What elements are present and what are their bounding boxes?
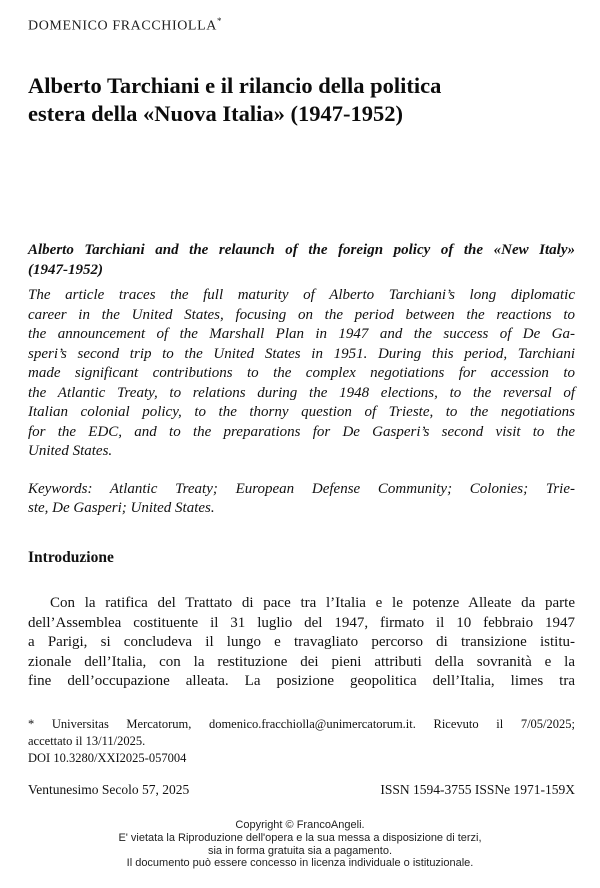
article-title-line: estera della «Nuova Italia» (1947-1952) [28,101,403,126]
abstract-body-line: for the EDC, and to the preparations for De Gasperi’s second visit to the [28,423,575,440]
abstract-body-line: the Atlantic Treaty, to relations during the 1948 elections, to the reversal of [28,384,575,401]
abstract-section [28,241,575,519]
abstract-body-line: United States. [28,443,113,459]
abstract-body-line: The article traces the full maturity of Alberto Tarchiani’s long diplomatic [28,287,575,303]
abstract-body [28,286,575,462]
keywords-line: Keywords: Atlantic Treaty; European Defense Community; Colonies; Trie- [28,480,575,497]
journal-issue-label: Ventunesimo Secolo 57, 2025 [28,782,190,797]
abstract-body-line: career in the United States, focusing on the period between the reactions to [28,306,575,323]
body-paragraph [28,594,575,692]
footnote-affiliation [28,716,575,750]
author-line [28,12,575,36]
body-paragraph-line: zionale dell’Italia, con la restituzione dei pieni attributi della sovranità e la [28,653,575,670]
footnote [28,716,575,767]
copyright-notice-line: sia in forma gratuita sia a pagamento. [207,844,393,857]
body-paragraph-line: fine dell’occupazione alleata. La posizione geopolitica dell’Italia, limes tra [28,673,575,689]
keywords [28,480,575,519]
abstract-heading [28,241,575,280]
article-title-line: Alberto Tarchiani e il rilancio della politica [28,73,442,98]
abstract-body-line: Italian colonial policy, to the thorny question of Trieste, to the negotiations [28,404,575,420]
article-title [28,72,575,128]
copyright-notice-line: Il documento può essere concesso in licenza individuale o istituzionale. [126,857,474,870]
section-heading-introduzione: Introduzione [28,549,114,566]
issn-label: ISSN 1594-3755 ISSNe 1971-159X [380,782,575,797]
abstract-body-line: the announcement of the Marshall Plan in 1947 and the success of De Ga- [28,326,575,342]
copyright-notice-line: E' vietata la Riproduzione dell'opera e la sua messa a disposizione di terzi, [118,831,482,844]
author-affiliation-mark: * [216,16,222,26]
abstract-body-line: speri’s second trip to the United States in 1951. During this period, Tarchiani [28,345,575,362]
journal-footer [28,781,575,799]
footnote-affiliation-line: * Universitas Mercatorum, domenico.fracchiolla@unimercatorum.it. Ricevuto il 7/05/2025; [28,717,575,731]
doi-line: DOI 10.3280/XXI2025-057004 [28,751,187,765]
abstract-heading-line: (1947-1952) [28,261,103,278]
abstract-heading-line: Alberto Tarchiani and the relaunch of the foreign policy of the «New Italy» [28,242,575,258]
author-name: DOMENICO FRACCHIOLLA [28,18,217,34]
abstract-body-line: made significant contributions to the complex negotiations for accession to [28,365,575,381]
copyright-notice [0,819,600,870]
body-paragraph-line: dell’Assemblea costituente il 31 luglio del 1947, firmato il 10 febbraio 1947 [28,614,575,631]
body-paragraph-line: a Parigi, si concludeva il lungo e travagliato percorso di transizione istitu- [28,634,575,650]
copyright-notice-line: Copyright © FrancoAngeli. [235,819,365,831]
footnote-affiliation-line: accettato il 13/11/2025. [28,734,146,748]
keywords-line: ste, De Gasperi; United States. [28,500,215,516]
body-paragraph-line: Con la ratifica del Trattato di pace tra l’Italia e le potenze Alleate da parte [50,595,575,611]
